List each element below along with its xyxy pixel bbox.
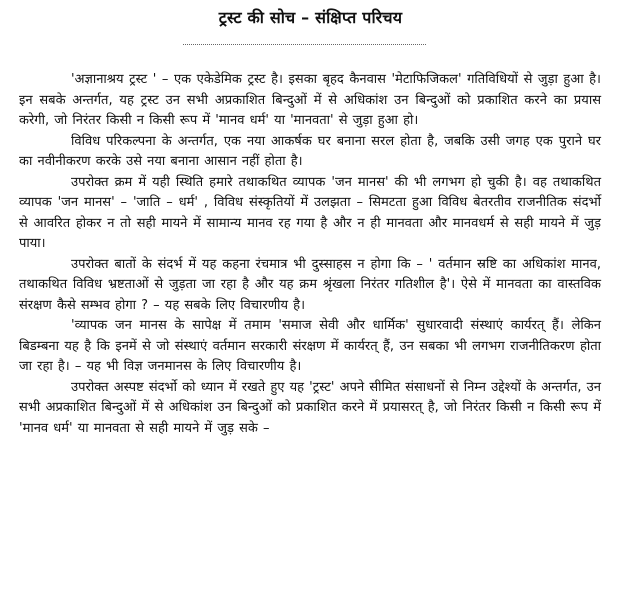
paragraph-6: उपरोक्त अस्पष्ट संदर्भो को ध्यान में रखते हुए यह 'ट्रस्ट' अपने सीमित संसाधनों से निम्न उद्देश्यों के अन्तर्गत, उन सभी अप्रकाशित बिन्दुओं में से अधिकांश उन बिन्दुओं को प्रकाशित करने में प्रयासरत् है, जो निरंतर किसी न किसी रूप में 'मानव धर्म' या मानवता से सही मायने में जुड़ सके – [19, 379, 601, 436]
paragraph-1: 'अज्ञानाश्रय ट्रस्ट ' – एक एकेडेमिक ट्रस्ट है। इसका बृहद कैनवास 'मेटाफिजिकल' गतिविधियों से जुड़ा हुआ है। इन सबके अन्तर्गत, यह ट्रस्ट उन सभी अप्रकाशित बिन्दुओं में से अधिकांश उन बिन्दुओं को प्रकाशित करने का प्रयास करेगी, जो निरंतर किसी न किसी रूप में 'मानव धर्म' या 'मानवता' से जुड़ा हुआ हो। [19, 72, 601, 128]
paragraph-2: विविध परिकल्पना के अन्तर्गत, एक नया आकर्षक घर बनाना सरल होता है, जबकि उसी जगह एक पुराने घर का नवीनीकरण करके उसे नया बनाना आसान नहीं होता है। [19, 133, 601, 169]
title-underline [183, 44, 426, 45]
page-title: ट्रस्ट की सोच – संक्षिप्त परिचय [218, 8, 403, 27]
document-body [19, 70, 601, 439]
paragraph-3: उपरोक्त क्रम में यही स्थिति हमारे तथाकथित व्यापक 'जन मानस' की भी लगभग हो चुकी है। वह तथाकथित व्यापक 'जन मानस' – 'जाति – धर्म' , विविध संस्कृतियों में उलझता – सिमटता हुआ विविध बेतरतीव राजनीतिक संदर्भो से आवरित होकर न तो सही मायने में सामान्य मानव रह गया है और न ही मानवता और मानवधर्म से सही मायने में जुड़ पाया। [19, 174, 601, 251]
paragraph-5: 'व्यापक जन मानस के सापेक्ष में तमाम 'समाज सेवी और धार्मिक' सुधारवादी संस्थाएं कार्यरत् हैं। लेकिन बिडम्बना यह है कि इनमें से जो संस्थाएं वर्तमान सरकारी संरक्षण में कार्यरत् हैं, उन सबका भी लगभग राजनीतिकरण होता जा रहा है। – यह भी विज्ञ जनमानस के लिए विचारणीय है। [19, 318, 601, 374]
paragraph-4: उपरोक्त बातों के संदर्भ में यह कहना रंचमात्र भी दुस्साहस न होगा कि – ' वर्तमान स्रष्टि का अधिकांश मानव, तथाकथित विविध भ्रष्टताओं से जुड़ता जा रहा है और यह क्रम श्रृंखला निरंतर गतिशील है'। ऐसे में मानवता का वास्तविक संरक्षण कैसे सम्भव होगा ? – यह सबके लिए विचारणीय है। [19, 256, 601, 313]
